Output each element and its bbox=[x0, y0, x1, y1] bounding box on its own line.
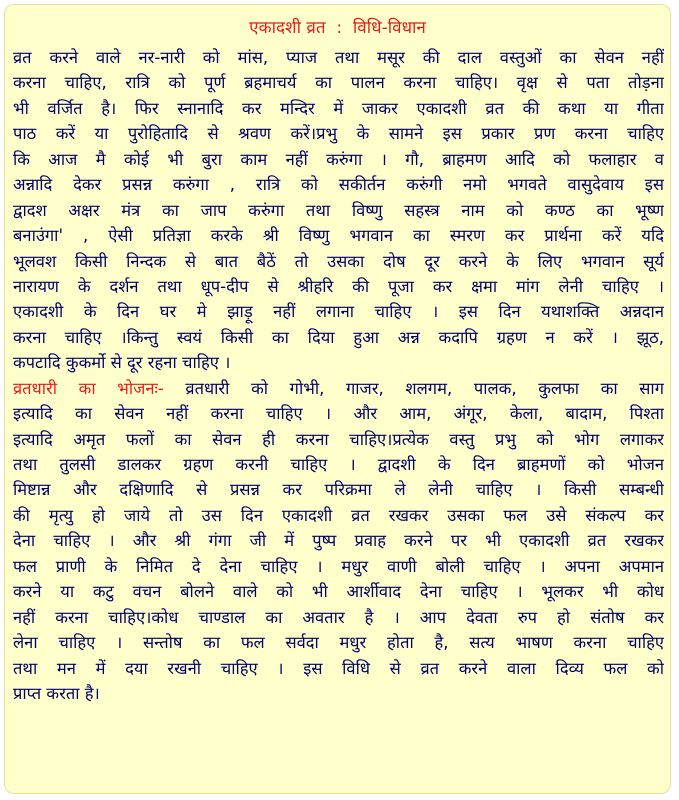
body-line-text: द्वादश अक्षर मंत्र का जाप करुंगा तथा विष्णु सहस्त्र नाम को कण्ठ का भूष्ण bbox=[13, 200, 664, 220]
body-line bbox=[13, 681, 664, 706]
body-line bbox=[13, 249, 664, 274]
body-line-text: कपटादि कुकर्मो से दूर रहना चाहिए । bbox=[13, 353, 231, 373]
body-line bbox=[13, 503, 664, 528]
body-line bbox=[13, 172, 664, 197]
body-line bbox=[13, 452, 664, 477]
body-line bbox=[13, 656, 664, 681]
article-title: एकादशी व्रत : विधि-विधान bbox=[249, 18, 426, 38]
body-line-text: तथा मन में दया रखनी चाहिए । इस विधि से व्रत करने वाला दिव्य फल को bbox=[13, 658, 664, 678]
body-line-text: की मृत्यु हो जाये तो उस दिन एकादशी व्रत रखकर उसका फल उसे संकल्प कर bbox=[13, 505, 664, 525]
body-line-text: नहीं करना चाहिए।कोध चाण्डाल का अवतार है । आप देवता रुप हो संतोष कर bbox=[13, 607, 664, 627]
body-line-text: व्रत करने वाले नर-नारी को मांस, प्याज तथा मसूर की दाल वस्तुओं का सेवन नहीं bbox=[13, 48, 664, 67]
body-line bbox=[13, 70, 664, 95]
body-line-text: पाठ करें या पुरोहितादि से श्रवण करें।प्रभु के सामने इस प्रकार प्रण करना चाहिए bbox=[13, 124, 664, 144]
body-line bbox=[13, 325, 664, 350]
body-line-text: इत्यादि अमृत फलों का सेवन ही करना चाहिए।प्रत्येक वस्तु प्रभु को भोग लगाकर bbox=[13, 429, 664, 449]
body-line bbox=[13, 299, 664, 324]
body-line bbox=[13, 350, 664, 375]
body-line bbox=[13, 401, 664, 426]
body-line bbox=[13, 630, 664, 655]
body-line-text: तथा तुलसी डालकर ग्रहण करनी चाहिए । द्वादशी के दिन ब्राहमणों को भोजन bbox=[13, 455, 664, 474]
body-line-text: अन्नादि देकर प्रसन्न करुंगा , रात्रि को सकीर्तन करुंगी नमो भगवते वासुदेवाय इस bbox=[13, 175, 664, 195]
body-line-text: भूलवश किसी निन्दक से बात बैठें तो उसका दोष दूर करने के लिए भगवान सूर्य bbox=[13, 251, 664, 271]
body-line-text: करना चाहिए ।किन्तु स्वयं किसी का दिया हुआ अन्न कदापि ग्रहण न करें । झूठ, bbox=[13, 327, 664, 347]
body-line bbox=[13, 376, 664, 401]
body-line bbox=[13, 96, 664, 121]
article-panel bbox=[4, 4, 671, 794]
body-line bbox=[13, 147, 664, 172]
body-line bbox=[13, 45, 664, 70]
body-line bbox=[13, 427, 664, 452]
article-body bbox=[13, 45, 664, 706]
body-line-text: कि आज मै कोई भी बुरा काम नहीं करुंगा । गौ, ब्राहमण आदि को फलाहार व bbox=[13, 149, 664, 169]
body-line bbox=[13, 579, 664, 604]
body-line-text: व्रतधारी को गोभी, गाजर, शलगम, पालक, कुलफा का साग bbox=[163, 378, 664, 398]
body-line-text: एकादशी के दिन घर मे झाड़ू नहीं लगाना चाहिए । इस दिन यथाशक्ति अन्नदान bbox=[13, 302, 664, 322]
body-line bbox=[13, 554, 664, 579]
body-line-text: बनाउंगा' , ऐसी प्रतिज्ञा करके श्री विष्णु भगवान का स्मरण कर प्रार्थना करें यदि bbox=[13, 226, 664, 246]
body-line-text: करना चाहिए, रात्रि को पूर्ण ब्रहमाचर्य का पालन करना चाहिए। वृक्ष से पता तोड़ना bbox=[13, 73, 664, 93]
body-line bbox=[13, 223, 664, 248]
section-heading: व्रतधारी का भोजनः- bbox=[13, 378, 164, 398]
body-line bbox=[13, 605, 664, 630]
body-line-text: नारायण के दर्शन तथा धूप-दीप से श्रीहरि की पूजा कर क्षमा मांग लेनी चाहिए । bbox=[13, 276, 664, 296]
body-line-text: फल प्राणी के निमित दे देना चाहिए । मधुर वाणी बोली चाहिए । अपना अपमान bbox=[13, 556, 664, 576]
body-line-text: करने या कटु वचन बोलने वाले को भी आर्शीवाद देना चाहिए । भूलकर भी कोध bbox=[13, 582, 664, 602]
body-line-text: भी वर्जित है। फिर स्नानादि कर मन्दिर में जाकर एकादशी व्रत की कथा या गीता bbox=[13, 98, 664, 118]
body-line bbox=[13, 198, 664, 223]
body-line bbox=[13, 121, 664, 146]
body-line-text: इत्यादि का सेवन नहीं करना चाहिए । और आम, अंगूर, केला, बादाम, पिश्ता bbox=[13, 404, 664, 424]
body-line-text: प्राप्त करता है। bbox=[13, 683, 100, 703]
body-line bbox=[13, 477, 664, 502]
body-line bbox=[13, 528, 664, 553]
body-line-text: देना चाहिए । और श्री गंगा जी में पुष्प प्रवाह करने पर भी एकादशी व्रत रखकर bbox=[13, 531, 664, 551]
body-line bbox=[13, 274, 664, 299]
body-line-text: मिष्टान्न और दक्षिणादि से प्रसन्न कर परिक्रमा ले लेनी चाहिए । किसी सम्बन्धी bbox=[13, 480, 664, 500]
body-line-text: लेना चाहिए । सन्तोष का फल सर्वदा मधुर होता है, सत्य भाषण करना चाहिए bbox=[13, 633, 664, 653]
